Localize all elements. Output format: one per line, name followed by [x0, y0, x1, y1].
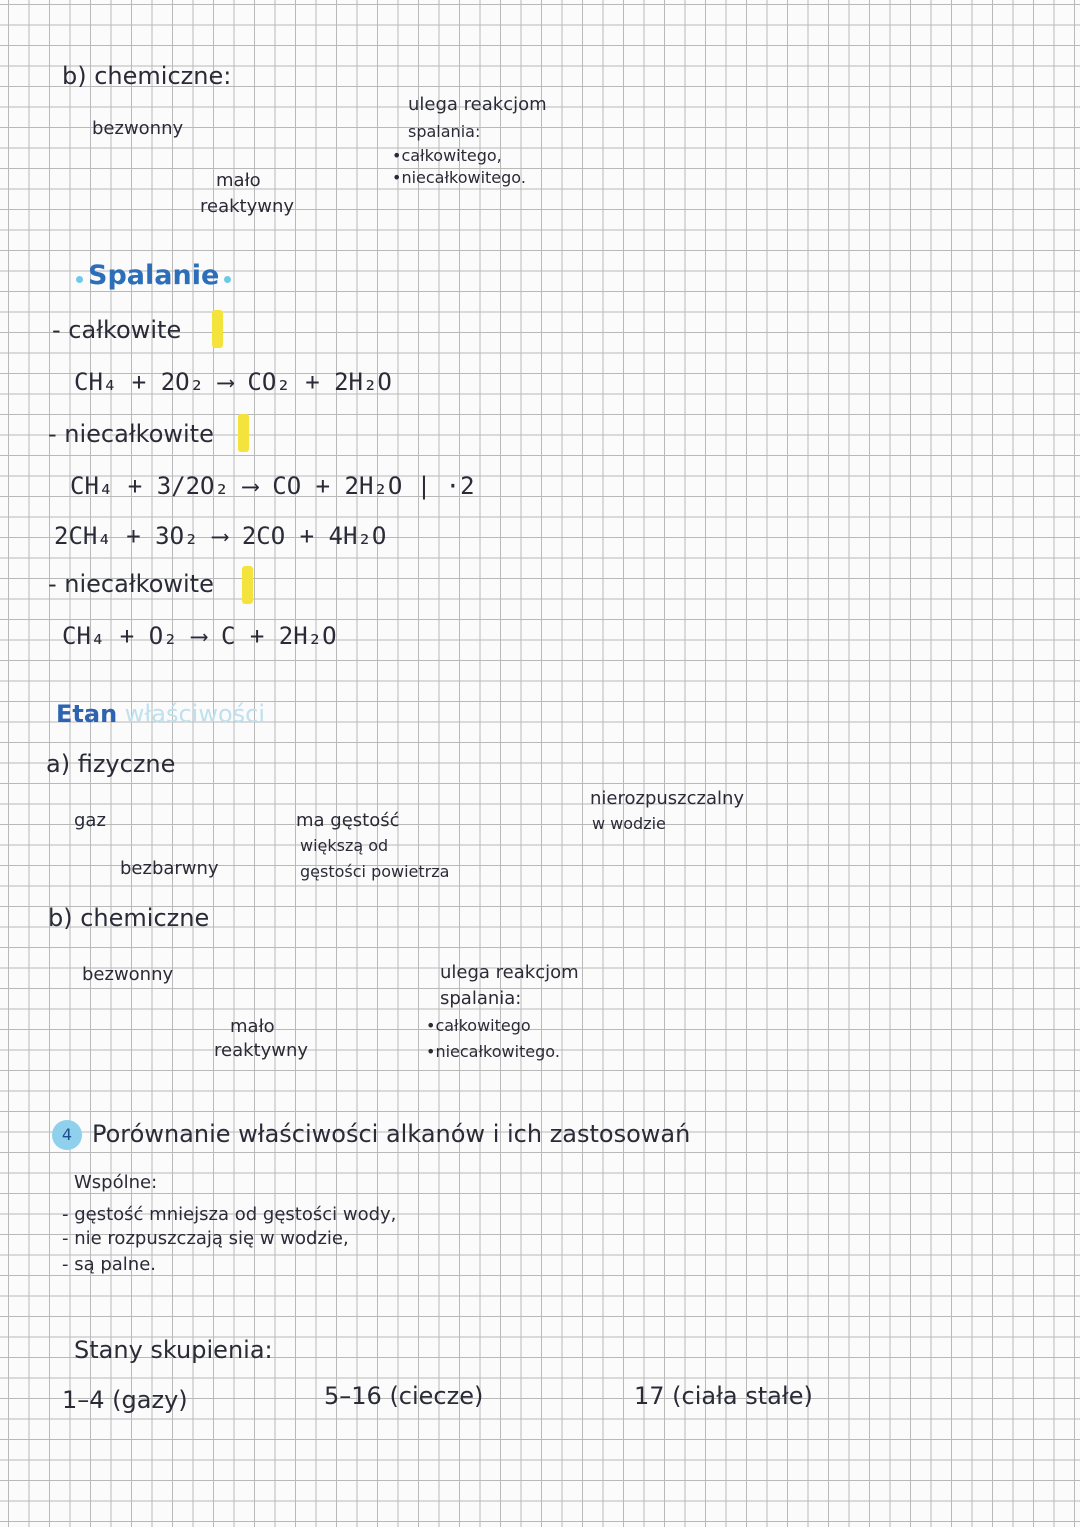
- ethane-title: [56, 702, 265, 727]
- ethane-gas: gaz: [74, 810, 106, 831]
- ethane-colorless: bezbarwny: [120, 858, 219, 879]
- ethane-low-reactive-1: mało: [230, 1016, 275, 1037]
- common-heading: Wspólne:: [74, 1172, 158, 1193]
- ethane-combustion-3: •całkowitego: [426, 1016, 531, 1035]
- common-item-3: - są palne.: [62, 1254, 157, 1275]
- ethane-title-main: Etan: [56, 700, 118, 728]
- ethane-density-2: większą od: [300, 836, 389, 855]
- exclamation-mark-1: [212, 310, 223, 348]
- incomplete-equation-1: CH₄ + 3/2O₂ ⟶ CO + 2H₂O | ·2: [70, 472, 475, 500]
- incomplete-equation-3: CH₄ + O₂ ⟶ C + 2H₂O: [62, 622, 337, 650]
- methane-combustion-2: spalania:: [408, 122, 481, 141]
- ethane-combustion-4: •niecałkowitego.: [426, 1042, 560, 1061]
- methane-chemical-heading: b) chemiczne:: [62, 62, 232, 90]
- complete-label: - całkowite: [52, 316, 182, 344]
- ethane-title-faded: właściwości: [124, 700, 265, 728]
- exclamation-mark-3: [242, 566, 253, 604]
- comparison-title: Porównanie właściwości alkanów i ich zastosowań: [92, 1120, 691, 1148]
- state-gas: 1–4 (gazy): [62, 1386, 188, 1414]
- methane-odorless: bezwonny: [92, 118, 184, 139]
- methane-combustion-4: •niecałkowitego.: [392, 168, 526, 187]
- complete-equation: CH₄ + 2O₂ ⟶ CO₂ + 2H₂O: [74, 368, 392, 396]
- incomplete-equation-2: 2CH₄ + 3O₂ ⟶ 2CO + 4H₂O: [54, 522, 387, 550]
- ethane-combustion-2: spalania:: [440, 988, 522, 1009]
- title-dot-right: [224, 276, 231, 283]
- exclamation-mark-2: [238, 414, 249, 452]
- states-heading: Stany skupienia:: [74, 1336, 273, 1364]
- ethane-low-reactive-2: reaktywny: [214, 1040, 309, 1061]
- state-liquid: 5–16 (ciecze): [324, 1382, 484, 1410]
- title-dot-left: [76, 276, 83, 283]
- incomplete-label-2: - niecałkowite: [48, 570, 214, 598]
- methane-low-reactive-1: mało: [216, 170, 261, 191]
- methane-combustion-1: ulega reakcjom: [408, 94, 547, 115]
- common-item-2: - nie rozpuszczają się w wodzie,: [62, 1228, 349, 1249]
- ethane-physical-heading: a) fizyczne: [46, 750, 176, 778]
- ethane-odorless: bezwonny: [82, 964, 174, 985]
- ethane-insoluble-1: nierozpuszczalny: [590, 788, 745, 809]
- ethane-insoluble-2: w wodzie: [592, 814, 666, 833]
- combustion-title: Spalanie: [88, 260, 220, 291]
- section-number-badge: 4: [52, 1120, 82, 1150]
- ethane-chemical-heading: b) chemiczne: [48, 904, 210, 932]
- ethane-density-3: gęstości powietrza: [300, 862, 450, 881]
- incomplete-label-1: - niecałkowite: [48, 420, 214, 448]
- ethane-combustion-1: ulega reakcjom: [440, 962, 579, 983]
- methane-combustion-3: •całkowitego,: [392, 146, 502, 165]
- common-item-1: - gęstość mniejsza od gęstości wody,: [62, 1204, 397, 1225]
- ethane-density-1: ma gęstość: [296, 810, 400, 831]
- methane-low-reactive-2: reaktywny: [200, 196, 295, 217]
- state-solid: 17 (ciała stałe): [634, 1382, 813, 1410]
